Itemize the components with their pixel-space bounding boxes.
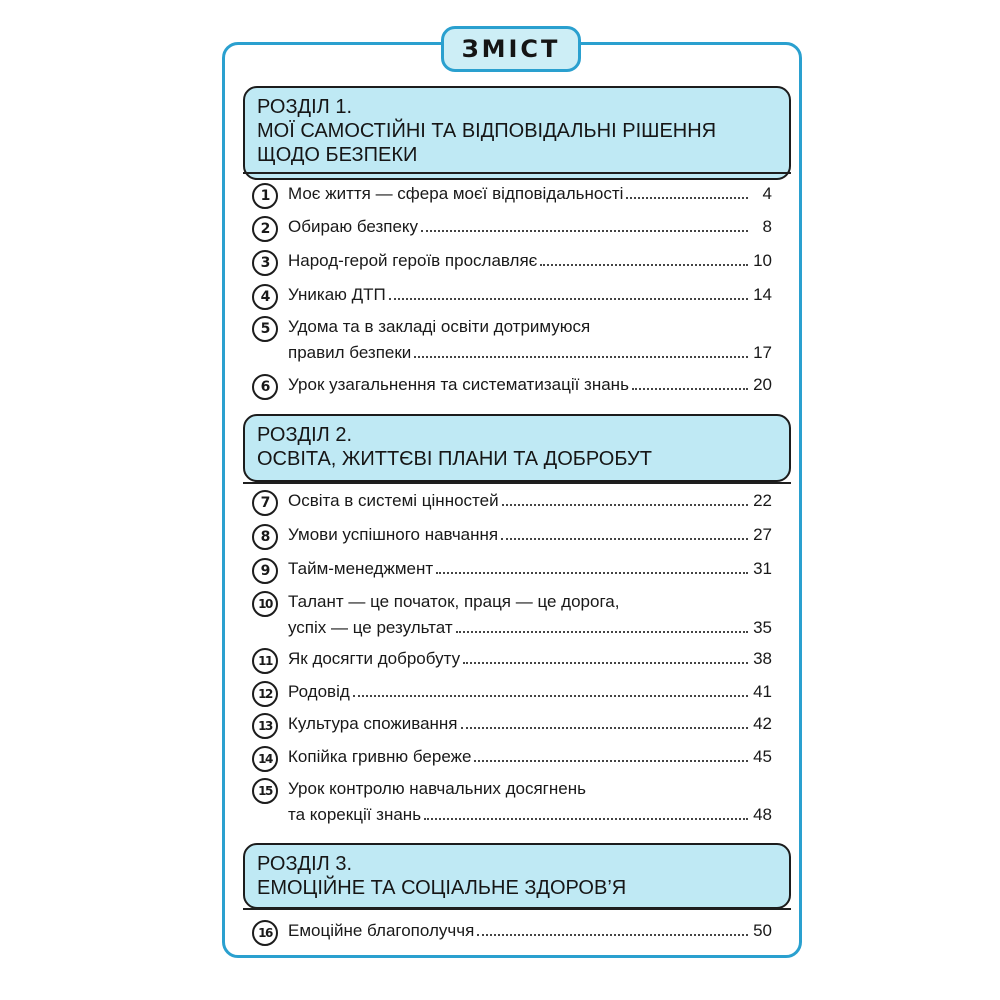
dot-leader bbox=[461, 727, 748, 729]
lesson-title: Умови успішного навчання bbox=[288, 525, 499, 544]
page-number: 8 bbox=[762, 217, 772, 236]
section-title-line: ОСВІТА, ЖИТТЄВІ ПЛАНИ ТА ДОБРОБУТ bbox=[257, 448, 652, 470]
page-number: 31 bbox=[753, 559, 772, 578]
dot-leader bbox=[414, 356, 748, 358]
lesson-title: Емоційне благополуччя bbox=[288, 921, 475, 940]
lesson-title: Урок узагальнення та систематизації знань bbox=[288, 375, 629, 394]
lesson-title: Талант — це початок, праця — це дорога, bbox=[288, 592, 620, 611]
lesson-number-badge: 3 bbox=[252, 250, 278, 276]
lesson-number-badge: 12 bbox=[252, 681, 278, 707]
toc-item-16[interactable] bbox=[252, 920, 772, 942]
dot-leader bbox=[502, 504, 748, 506]
dot-leader bbox=[389, 298, 748, 300]
lesson-title: Моє життя — сфера моєї відповідальності bbox=[288, 184, 624, 203]
toc-item-6[interactable] bbox=[252, 374, 772, 396]
dot-leader bbox=[474, 760, 748, 762]
section-header-3 bbox=[243, 843, 791, 909]
toc-item-1[interactable] bbox=[252, 183, 772, 205]
toc-item-15[interactable] bbox=[252, 778, 772, 826]
page-number: 41 bbox=[753, 682, 772, 701]
lesson-title: Тайм-менеджмент bbox=[288, 559, 434, 578]
lesson-number-badge: 6 bbox=[252, 374, 278, 400]
dot-leader bbox=[421, 230, 748, 232]
dot-leader bbox=[456, 631, 748, 633]
dot-leader bbox=[501, 538, 748, 540]
page-number: 38 bbox=[753, 649, 772, 668]
page-number: 27 bbox=[753, 525, 772, 544]
lesson-number-badge: 11 bbox=[252, 648, 278, 674]
toc-item-8[interactable] bbox=[252, 524, 772, 546]
toc-item-5[interactable] bbox=[252, 316, 772, 364]
section-header-1 bbox=[243, 86, 791, 180]
toc-item-10[interactable] bbox=[252, 591, 772, 639]
dot-leader bbox=[353, 695, 748, 697]
toc-item-12[interactable] bbox=[252, 681, 772, 703]
page-number: 35 bbox=[753, 618, 772, 637]
lesson-number-badge: 15 bbox=[252, 778, 278, 804]
lesson-number-badge: 2 bbox=[252, 216, 278, 242]
page-number: 17 bbox=[753, 343, 772, 362]
page-number: 22 bbox=[753, 491, 772, 510]
page-number: 48 bbox=[753, 805, 772, 824]
page-number: 45 bbox=[753, 747, 772, 766]
toc-item-14[interactable] bbox=[252, 746, 772, 768]
toc-item-11[interactable] bbox=[252, 648, 772, 670]
lesson-title: Родовід bbox=[288, 682, 350, 701]
lesson-number-badge: 10 bbox=[252, 591, 278, 617]
page-title: ЗМІСТ bbox=[441, 26, 581, 72]
section-title-line: ЩОДО БЕЗПЕКИ bbox=[257, 144, 418, 166]
lesson-number-badge: 7 bbox=[252, 490, 278, 516]
section-label: РОЗДІЛ 1. bbox=[257, 96, 352, 118]
dot-leader bbox=[463, 662, 748, 664]
lesson-title: Уникаю ДТП bbox=[288, 285, 386, 304]
toc-item-9[interactable] bbox=[252, 558, 772, 580]
lesson-number-badge: 4 bbox=[252, 284, 278, 310]
lesson-title-continued: та корекції знань bbox=[288, 805, 422, 824]
lesson-title: Удома та в закладі освіти дотримуюся bbox=[288, 317, 591, 336]
lesson-title: Обираю безпеку bbox=[288, 217, 419, 236]
section-title-line: МОЇ САМОСТІЙНІ ТА ВІДПОВІДАЛЬНІ РІШЕННЯ bbox=[257, 120, 717, 142]
lesson-title: Копійка гривню береже bbox=[288, 747, 472, 766]
section-header-2 bbox=[243, 414, 791, 482]
lesson-title: Культура споживання bbox=[288, 714, 458, 733]
lesson-number-badge: 16 bbox=[252, 920, 278, 946]
lesson-number-badge: 1 bbox=[252, 183, 278, 209]
toc-item-13[interactable] bbox=[252, 713, 772, 735]
dot-leader bbox=[632, 388, 748, 390]
lesson-title: Урок контролю навчальних досягнень bbox=[288, 779, 586, 798]
section-divider bbox=[243, 172, 791, 174]
toc-item-7[interactable] bbox=[252, 490, 772, 512]
dot-leader bbox=[540, 264, 748, 266]
section-divider bbox=[243, 908, 791, 910]
toc-item-3[interactable] bbox=[252, 250, 772, 272]
lesson-title-continued: успіх — це результат bbox=[288, 618, 453, 637]
lesson-number-badge: 13 bbox=[252, 713, 278, 739]
page-number: 20 bbox=[753, 375, 772, 394]
lesson-title: Освіта в системі цінностей bbox=[288, 491, 499, 510]
lesson-title: Народ-герой героїв прославляє bbox=[288, 251, 538, 270]
dot-leader bbox=[477, 934, 748, 936]
page-number: 4 bbox=[762, 184, 772, 203]
toc-item-2[interactable] bbox=[252, 216, 772, 238]
section-title-line: ЕМОЦІЙНЕ ТА СОЦІАЛЬНЕ ЗДОРОВ’Я bbox=[257, 877, 627, 899]
lesson-number-badge: 5 bbox=[252, 316, 278, 342]
lesson-title-continued: правил безпеки bbox=[288, 343, 412, 362]
dot-leader bbox=[436, 572, 748, 574]
lesson-title: Як досягти добробуту bbox=[288, 649, 461, 668]
page-number: 10 bbox=[753, 251, 772, 270]
page-number: 14 bbox=[753, 285, 772, 304]
page-number: 50 bbox=[753, 921, 772, 940]
section-label: РОЗДІЛ 2. bbox=[257, 424, 352, 446]
page-number: 42 bbox=[753, 714, 772, 733]
section-divider bbox=[243, 482, 791, 484]
section-label: РОЗДІЛ 3. bbox=[257, 853, 352, 875]
lesson-number-badge: 9 bbox=[252, 558, 278, 584]
dot-leader bbox=[424, 818, 748, 820]
lesson-number-badge: 14 bbox=[252, 746, 278, 772]
toc-item-4[interactable] bbox=[252, 284, 772, 306]
lesson-number-badge: 8 bbox=[252, 524, 278, 550]
dot-leader bbox=[626, 197, 748, 199]
